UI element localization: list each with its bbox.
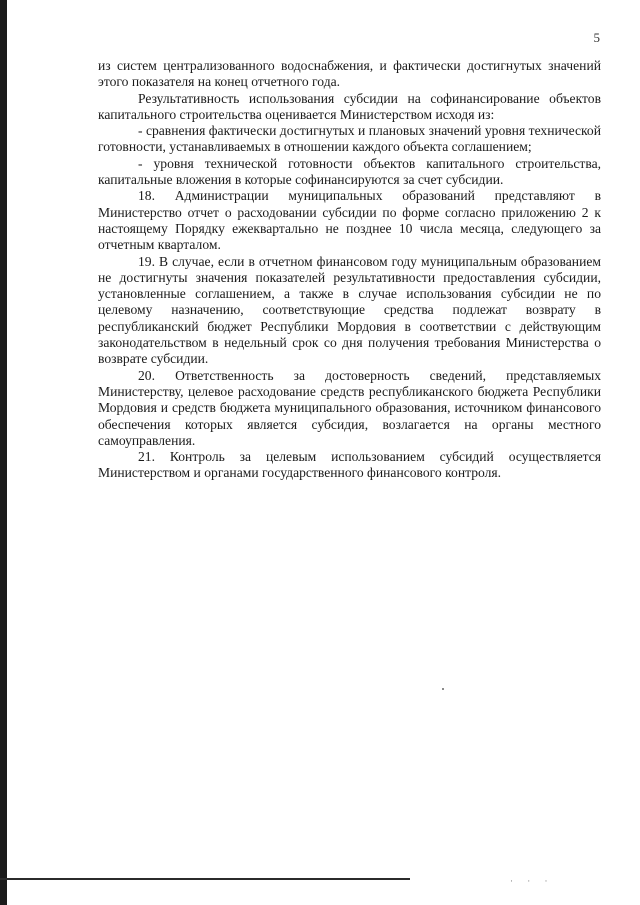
paragraph-clause-21: 21. Контроль за целевым использованием субсидий осуществляется Министерством и органами государственного финансового контроля. [98, 449, 601, 481]
paragraph-clause-20: 20. Ответственность за достоверность сведений, представляемых Министерству, целевое расходование средств республиканского бюджета Республики Мордовия и средств бюджета муниципального образования, источником финансового обеспечения которых является субсидия, возлагается на органы местного самоуправления. [98, 367, 601, 448]
paragraph-bullet-comparison: - сравнения фактически достигнутых и плановых значений уровня технической готовности, устанавливаемых в отношении каждого объекта соглашением; [98, 123, 601, 155]
bottom-rule [0, 878, 410, 880]
document-body [98, 58, 601, 482]
paragraph-effectiveness-intro: Результативность использования субсидии на софинансирование объектов капитального строительства оценивается Министерством исходя из: [98, 90, 601, 122]
scan-speck [442, 688, 444, 690]
page-number: 5 [593, 30, 600, 45]
paragraph-clause-18: 18. Администрации муниципальных образований представляют в Министерство отчет о расходовании субсидии по форме согласно приложению 2 к настоящему Порядку ежеквартально не позднее 10 числа месяца, следующего за отчетным кварталом. [98, 188, 601, 253]
paragraph-clause-19: 19. В случае, если в отчетном финансовом году муниципальным образованием не достигнуты значения показателей результативности предоставления субсидии, установленные соглашением, а также в случае использования субсидии не по целевому назначению, соответствующие средства подлежат возврату в республиканский бюджет Республики Мордовия в соответствии с действующим законодательством в недельный срок со дня получения требования Министерства о возврате субсидии. [98, 253, 601, 367]
paragraph-continuation: из систем централизованного водоснабжения, и фактически достигнутых значений этого показателя на конец отчетного года. [98, 58, 601, 90]
paragraph-bullet-readiness: - уровня технической готовности объектов капитального строительства, капитальные вложения в которые софинансируются за счет субсидии. [98, 155, 601, 188]
scan-bottom-specks: · · · [510, 876, 554, 886]
scan-left-edge [0, 0, 7, 905]
